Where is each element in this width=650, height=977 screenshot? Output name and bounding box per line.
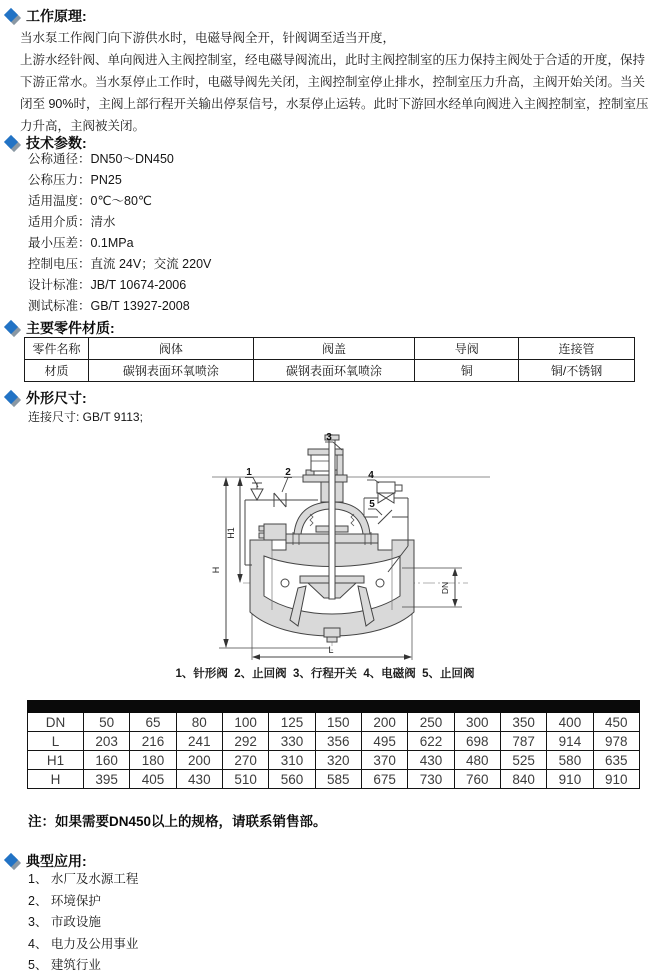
size-cell: 480 <box>454 751 500 770</box>
section-outline-dimensions <box>4 388 87 408</box>
size-cell: 405 <box>130 770 176 789</box>
tech-param-item: 公称通径：DN50～DN450 <box>28 152 174 166</box>
size-cell: 510 <box>222 770 268 789</box>
size-cell: 914 <box>547 732 593 751</box>
size-cell: 622 <box>408 732 454 751</box>
dim-label-h1: H1 <box>226 527 236 539</box>
part-label-4: 4 <box>368 470 374 481</box>
tech-param-item: 公称压力：PN25 <box>28 173 122 187</box>
size-cell: 635 <box>593 751 639 770</box>
size-cell: 200 <box>176 751 222 770</box>
size-cell: 430 <box>176 770 222 789</box>
section-materials <box>4 318 115 338</box>
diamond-bullet-icon <box>4 135 20 151</box>
size-cell: 395 <box>84 770 130 789</box>
check-valve-symbol-right <box>378 510 392 524</box>
size-cell: 100 <box>222 713 268 732</box>
size-cell: 698 <box>454 732 500 751</box>
size-cell: 80 <box>176 713 222 732</box>
part-label-2: 2 <box>285 467 291 478</box>
size-cell: 160 <box>84 751 130 770</box>
size-cell: 910 <box>593 770 639 789</box>
size-cell: 200 <box>361 713 407 732</box>
bolt-hole <box>376 579 384 587</box>
size-cell: 495 <box>361 732 407 751</box>
size-cell: 203 <box>84 732 130 751</box>
tech-param-list <box>28 149 211 317</box>
size-cell: 50 <box>84 713 130 732</box>
materials-table <box>24 337 635 382</box>
size-cell: 310 <box>269 751 315 770</box>
application-item: 4、 电力及公用事业 <box>28 936 139 951</box>
section-heading: 技术参数: <box>26 135 87 151</box>
size-cell: 356 <box>315 732 361 751</box>
size-cell: 730 <box>408 770 454 789</box>
size-table-row <box>28 732 640 751</box>
diamond-bullet-icon <box>4 853 20 869</box>
paragraph-line: 上游水经针阀、单向阀进入主阀控制室，经电磁导阀流出，此时主阀控制室的压力保持主阀处于合适的开度，保持 <box>20 53 646 67</box>
size-cell: 300 <box>454 713 500 732</box>
diaphragm-bonnet <box>259 482 378 545</box>
size-table-header-bar <box>28 701 640 713</box>
tech-param-item: 适用温度：0℃～80℃ <box>28 194 152 208</box>
valve-stem <box>329 439 335 599</box>
size-cell: 125 <box>269 713 315 732</box>
materials-cell: 铜/不锈钢 <box>519 360 635 382</box>
solenoid-valve-symbol <box>377 482 402 503</box>
size-cell: 560 <box>269 770 315 789</box>
materials-header-row <box>25 338 635 360</box>
dim-label-h: H <box>211 566 221 574</box>
size-cell: 580 <box>547 751 593 770</box>
size-cell: 350 <box>500 713 546 732</box>
section-applications <box>4 851 87 871</box>
part-label-5: 5 <box>369 499 375 510</box>
principle-paragraph <box>20 27 649 137</box>
size-cell: 675 <box>361 770 407 789</box>
part-label-3: 3 <box>326 432 332 443</box>
size-cell: 585 <box>315 770 361 789</box>
materials-cell: 碳钢表面环氧喷涂 <box>89 360 254 382</box>
size-cell: 787 <box>500 732 546 751</box>
diagram-caption: 1、针形阀 2、止回阀 3、行程开关 4、电磁阀 5、止回阀 <box>175 668 475 680</box>
size-table-row <box>28 770 640 789</box>
tech-param-item: 设计标准：JB/T 10674-2006 <box>28 278 187 292</box>
size-cell: 978 <box>593 732 639 751</box>
dim-label-l: L <box>328 645 334 655</box>
size-cell: 180 <box>130 751 176 770</box>
section-heading: 主要零件材质: <box>26 320 115 336</box>
left-tap <box>264 524 286 540</box>
valve-diagram <box>0 430 650 664</box>
bottom-plug <box>324 628 340 637</box>
size-cell: 320 <box>315 751 361 770</box>
materials-header-cell: 阀体 <box>89 338 254 360</box>
size-row-label: H <box>28 770 84 789</box>
diamond-bullet-icon <box>4 8 20 24</box>
size-cell: 430 <box>408 751 454 770</box>
part-label-1: 1 <box>246 467 252 478</box>
size-cell: 910 <box>547 770 593 789</box>
size-cell: 525 <box>500 751 546 770</box>
materials-header-cell: 阀盖 <box>253 338 415 360</box>
materials-cell: 碳钢表面环氧喷涂 <box>253 360 415 382</box>
size-row-label: L <box>28 732 84 751</box>
size-table-row <box>28 713 640 732</box>
materials-header-cell: 连接管 <box>519 338 635 360</box>
tech-param-item: 测试标准：GB/T 13927-2008 <box>28 299 190 313</box>
size-row-label: DN <box>28 713 84 732</box>
tech-param-item: 控制电压：直流 24V；交流 220V <box>28 257 212 271</box>
dim-label-dn: DN <box>440 581 450 595</box>
applications-list <box>28 869 138 977</box>
paragraph-line: 下游正常水。当水泵停止工作时，电磁导阀先关闭，主阀控制室停止排水，控制室压力升高，主阀开始关闭。当关 <box>20 75 646 89</box>
note-text: 注：如果需要DN450以上的规格，请联系销售部。 <box>28 814 327 829</box>
size-table <box>27 700 640 789</box>
size-cell: 216 <box>130 732 176 751</box>
size-cell: 65 <box>130 713 176 732</box>
size-cell: 250 <box>408 713 454 732</box>
paragraph-line: 闭至 90%时，主阀上部行程开关输出停泵信号，水泵停止运转。此时下游回水经单向阀进入主阀控制室，控制室压 <box>20 97 649 111</box>
diamond-bullet-icon <box>4 390 20 406</box>
size-cell: 292 <box>222 732 268 751</box>
size-cell: 150 <box>315 713 361 732</box>
diamond-bullet-icon <box>4 320 20 336</box>
bolt-hole <box>281 579 289 587</box>
tech-param-item: 最小压差：0.1MPa <box>28 236 134 250</box>
application-item: 2、 环境保护 <box>28 893 101 908</box>
section-heading: 工作原理: <box>26 8 87 24</box>
paragraph-line: 当水泵工作阀门向下游供水时，电磁导阀全开，针阀调至适当开度， <box>20 31 396 45</box>
materials-value-row <box>25 360 635 382</box>
materials-cell: 铜 <box>415 360 519 382</box>
size-cell: 370 <box>361 751 407 770</box>
section-working-principle <box>4 6 87 26</box>
size-cell: 400 <box>547 713 593 732</box>
connection-size-text: 连接尺寸: GB/T 9113; <box>28 410 143 424</box>
section-heading: 外形尺寸: <box>26 390 87 406</box>
size-cell: 450 <box>593 713 639 732</box>
dimension-h1 <box>237 477 242 583</box>
size-cell: 760 <box>454 770 500 789</box>
size-cell: 330 <box>269 732 315 751</box>
materials-cell: 材质 <box>25 360 89 382</box>
size-table-row <box>28 751 640 770</box>
size-row-label: H1 <box>28 751 84 770</box>
paragraph-line: 力升高，主阀被关闭。 <box>20 119 146 133</box>
tech-param-item: 适用介质：清水 <box>28 215 116 229</box>
size-cell: 270 <box>222 751 268 770</box>
section-heading: 典型应用: <box>26 853 87 869</box>
size-cell: 840 <box>500 770 546 789</box>
materials-header-cell: 导阀 <box>415 338 519 360</box>
application-item: 1、 水厂及水源工程 <box>28 872 139 886</box>
size-cell: 241 <box>176 732 222 751</box>
application-item: 5、 建筑行业 <box>28 958 101 972</box>
application-item: 3、 市政设施 <box>28 915 101 929</box>
materials-header-cell: 零件名称 <box>25 338 89 360</box>
